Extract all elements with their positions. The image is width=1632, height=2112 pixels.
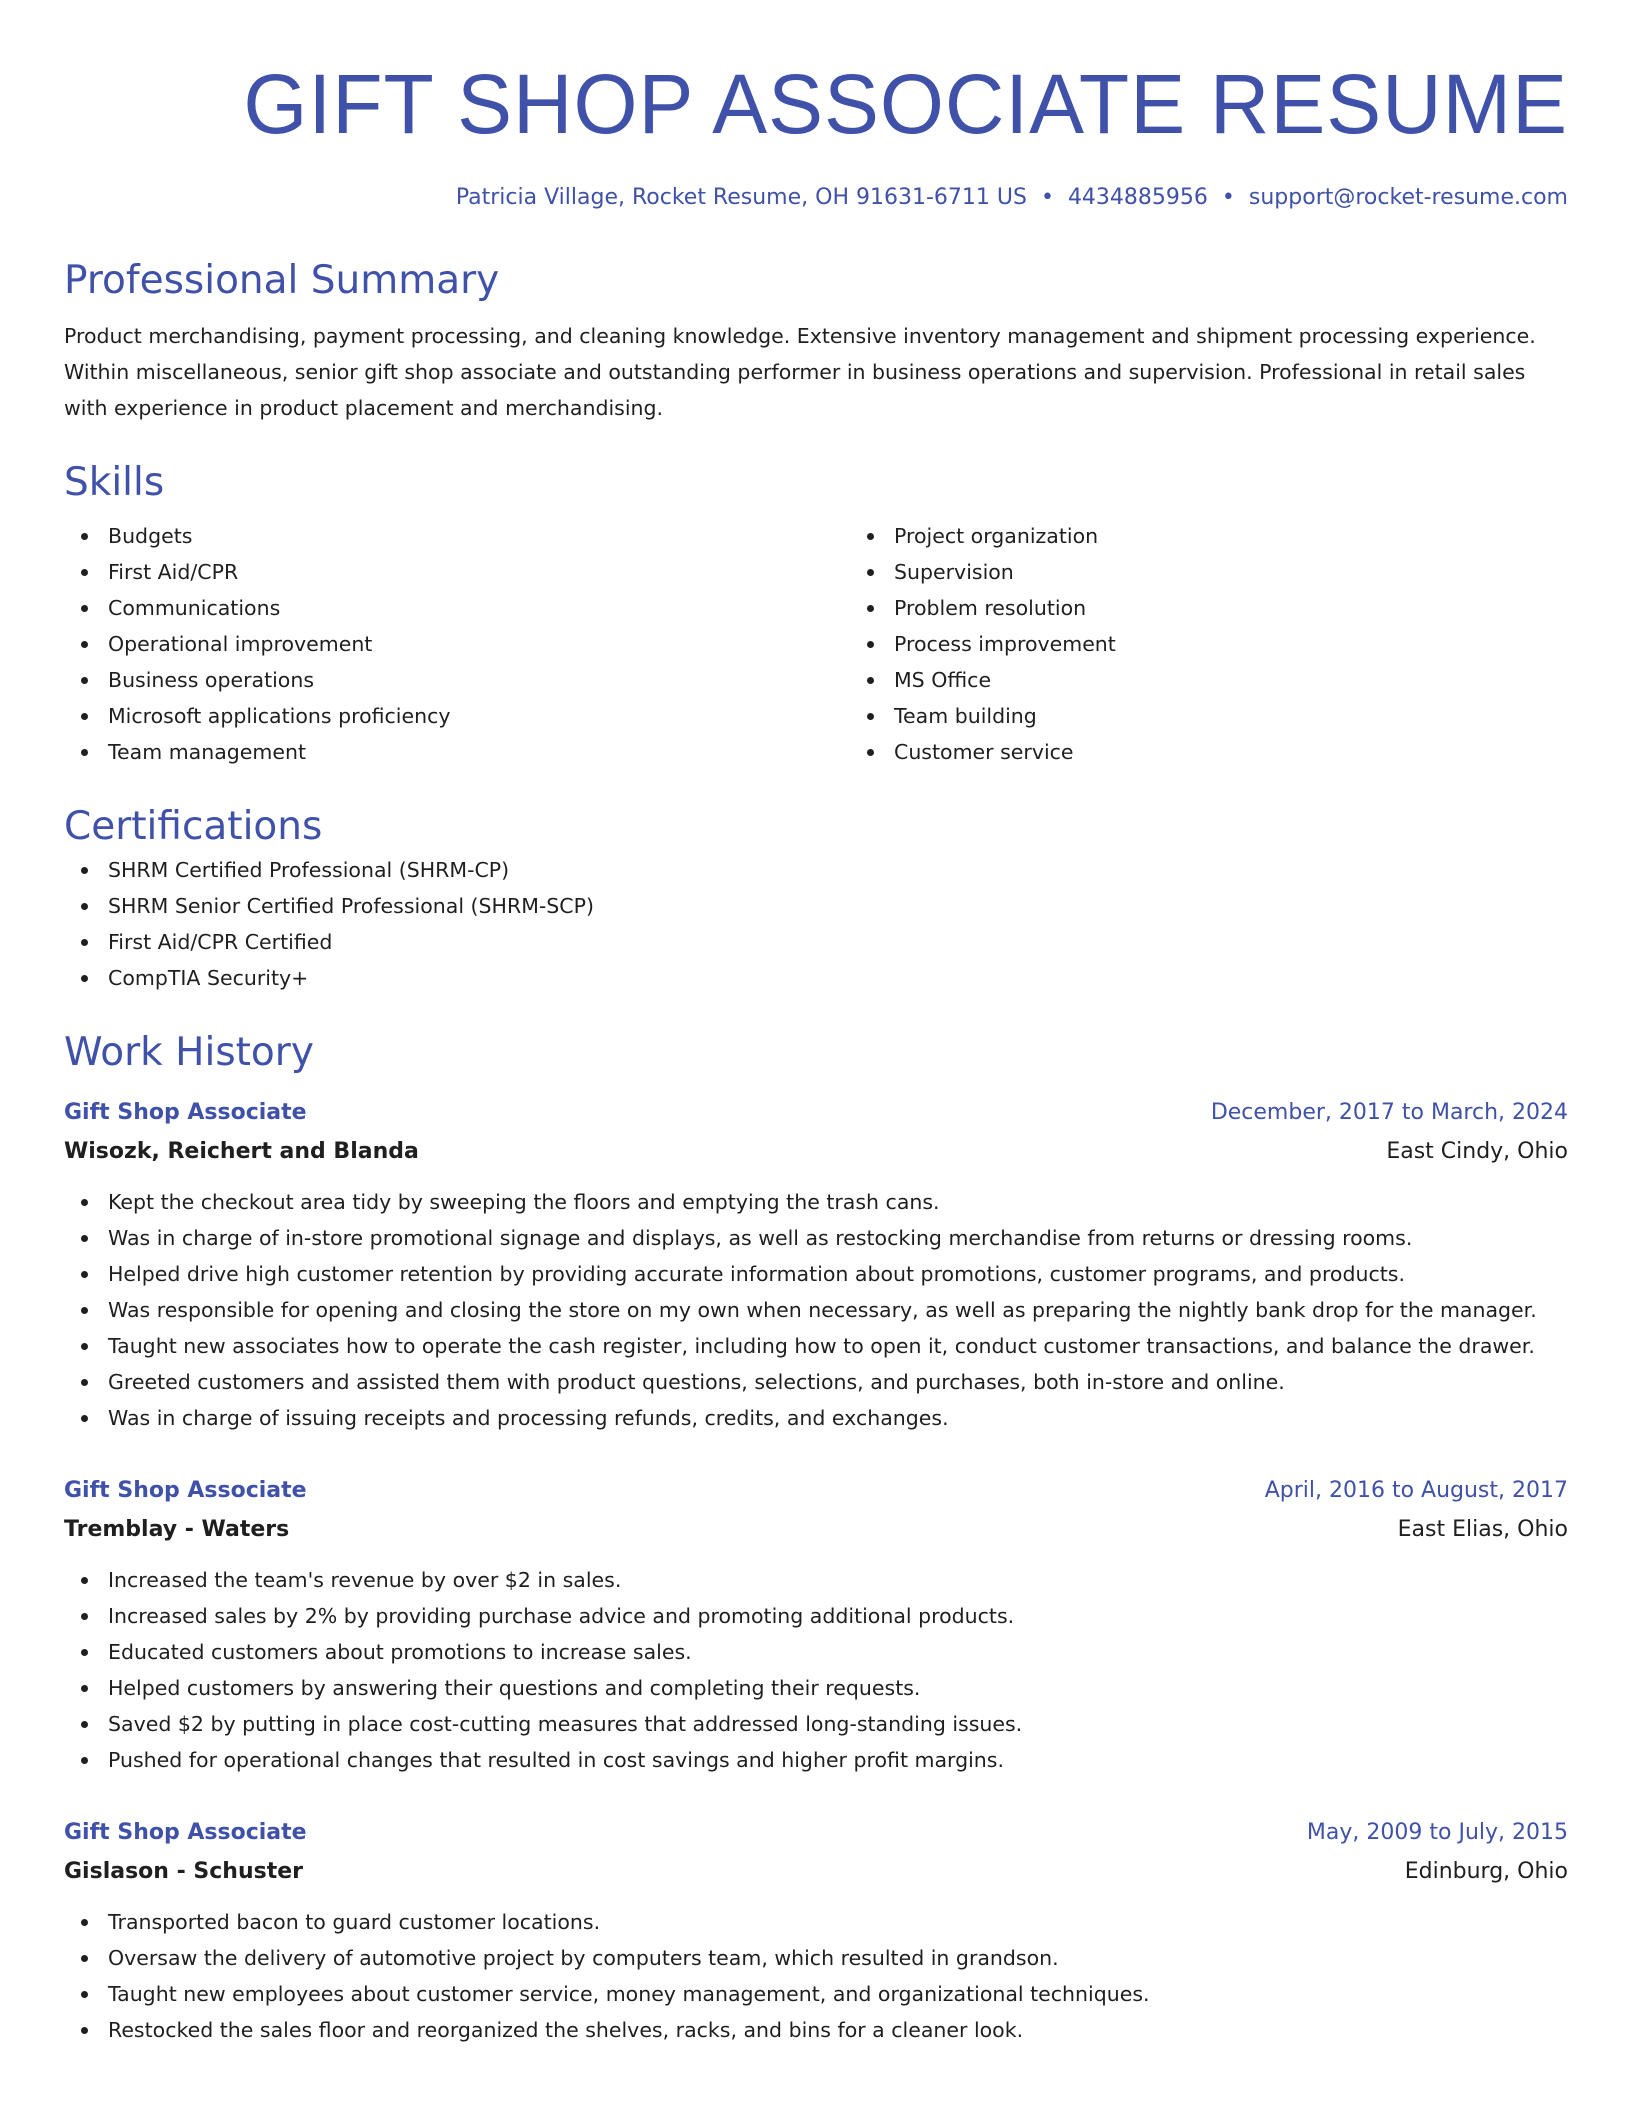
- job-duty-item: Was responsible for opening and closing the store on my own when necessary, as well as preparing the nightly bank drop for the manager.: [108, 1292, 1568, 1328]
- certification-item: SHRM Senior Certified Professional (SHRM-SCP): [108, 888, 1568, 924]
- job-duty-item: Kept the checkout area tidy by sweeping the floors and emptying the trash cans.: [108, 1184, 1568, 1220]
- skills-list-left: [64, 518, 850, 770]
- job-duty-item: Taught new associates how to operate the cash register, including how to open it, conduct customer transactions, and balance the drawer.: [108, 1328, 1568, 1364]
- job-duty-item: Increased the team's revenue by over $2 in sales.: [108, 1562, 1568, 1598]
- job-company: Tremblay - Waters: [64, 1517, 290, 1542]
- certification-item: SHRM Certified Professional (SHRM-CP): [108, 852, 1568, 888]
- contact-phone: 4434885956: [1067, 185, 1208, 210]
- job-entry: [64, 1814, 1568, 2048]
- skill-item: Budgets: [108, 518, 850, 554]
- skill-item: Customer service: [894, 734, 1568, 770]
- job-title: Gift Shop Associate: [64, 1478, 307, 1503]
- skill-item: Operational improvement: [108, 626, 850, 662]
- summary-text: Product merchandising, payment processing, and cleaning knowledge. Extensive inventory management and shipment processing experience. Within miscellaneous, senior gift shop associate and outstanding performer in business operations and supervision. Professional in retail sales with experience in product placement and merchandising.: [64, 324, 1536, 420]
- skill-item: MS Office: [894, 662, 1568, 698]
- certification-item: First Aid/CPR Certified: [108, 924, 1568, 960]
- job-company: Gislason - Schuster: [64, 1859, 303, 1884]
- job-duty-item: Was in charge of issuing receipts and processing refunds, credits, and exchanges.: [108, 1400, 1568, 1436]
- job-duty-item: Oversaw the delivery of automotive project by computers team, which resulted in grandson.: [108, 1940, 1568, 1976]
- skill-item: First Aid/CPR: [108, 554, 850, 590]
- job-dates: May, 2009 to July, 2015: [1306, 1820, 1568, 1845]
- certification-item: CompTIA Security+: [108, 960, 1568, 996]
- job-entry: [64, 1472, 1568, 1778]
- skills-list-right: [850, 518, 1568, 770]
- skill-item: Problem resolution: [894, 590, 1568, 626]
- skill-item: Microsoft applications proficiency: [108, 698, 850, 734]
- certifications-list: [64, 852, 1568, 996]
- job-company-row: [64, 1132, 1568, 1172]
- certifications-heading: Certifications: [64, 804, 323, 849]
- job-duty-item: Increased sales by 2% by providing purchase advice and promoting additional products.: [108, 1598, 1568, 1634]
- job-company: Wisozk, Reichert and Blanda: [64, 1139, 419, 1164]
- contact-address: Patricia Village, Rocket Resume, OH 91631-6711 US: [455, 185, 1027, 210]
- skill-item: Team management: [108, 734, 850, 770]
- job-header-row: [64, 1814, 1568, 1852]
- job-duty-item: Taught new employees about customer service, money management, and organizational techniques.: [108, 1976, 1568, 2012]
- job-location: East Cindy, Ohio: [1386, 1139, 1568, 1164]
- job-location: East Elias, Ohio: [1397, 1517, 1568, 1542]
- job-duties-list: [64, 1562, 1568, 1778]
- contact-email: support@rocket-resume.com: [1248, 185, 1568, 210]
- job-company-row: [64, 1852, 1568, 1892]
- skill-item: Communications: [108, 590, 850, 626]
- job-duty-item: Educated customers about promotions to increase sales.: [108, 1634, 1568, 1670]
- job-dates: April, 2016 to August, 2017: [1264, 1478, 1568, 1503]
- job-entry: [64, 1094, 1568, 1436]
- skill-item: Team building: [894, 698, 1568, 734]
- summary-heading: Professional Summary: [64, 258, 500, 303]
- job-dates: December, 2017 to March, 2024: [1210, 1100, 1568, 1125]
- job-duty-item: Saved $2 by putting in place cost-cutting measures that addressed long-standing issues.: [108, 1706, 1568, 1742]
- job-duty-item: Pushed for operational changes that resulted in cost savings and higher profit margins.: [108, 1742, 1568, 1778]
- job-duties-list: [64, 1904, 1568, 2048]
- skills-columns: [64, 518, 1568, 770]
- job-location: Edinburg, Ohio: [1404, 1859, 1568, 1884]
- skill-item: Project organization: [894, 518, 1568, 554]
- job-header-row: [64, 1094, 1568, 1132]
- work-history-heading: Work History: [64, 1030, 314, 1075]
- skill-item: Supervision: [894, 554, 1568, 590]
- skill-item: Business operations: [108, 662, 850, 698]
- job-title: Gift Shop Associate: [64, 1100, 307, 1125]
- contact-separator: •: [1221, 185, 1235, 210]
- job-title: Gift Shop Associate: [64, 1820, 307, 1845]
- contact-separator: •: [1040, 185, 1054, 210]
- job-duty-item: Helped customers by answering their questions and completing their requests.: [108, 1670, 1568, 1706]
- job-duty-item: Transported bacon to guard customer locations.: [108, 1904, 1568, 1940]
- job-duty-item: Was in charge of in-store promotional signage and displays, as well as restocking merchandise from returns or dressing rooms.: [108, 1220, 1568, 1256]
- contact-line: [64, 182, 1568, 214]
- skills-heading: Skills: [64, 460, 165, 505]
- job-header-row: [64, 1472, 1568, 1510]
- resume-title: GIFT SHOP ASSOCIATE RESUME: [243, 57, 1568, 151]
- job-duty-item: Helped drive high customer retention by providing accurate information about promotions, customer programs, and products.: [108, 1256, 1568, 1292]
- skill-item: Process improvement: [894, 626, 1568, 662]
- job-duty-item: Restocked the sales floor and reorganized the shelves, racks, and bins for a cleaner look.: [108, 2012, 1568, 2048]
- job-company-row: [64, 1510, 1568, 1550]
- job-duties-list: [64, 1184, 1568, 1436]
- job-duty-item: Greeted customers and assisted them with product questions, selections, and purchases, both in-store and online.: [108, 1364, 1568, 1400]
